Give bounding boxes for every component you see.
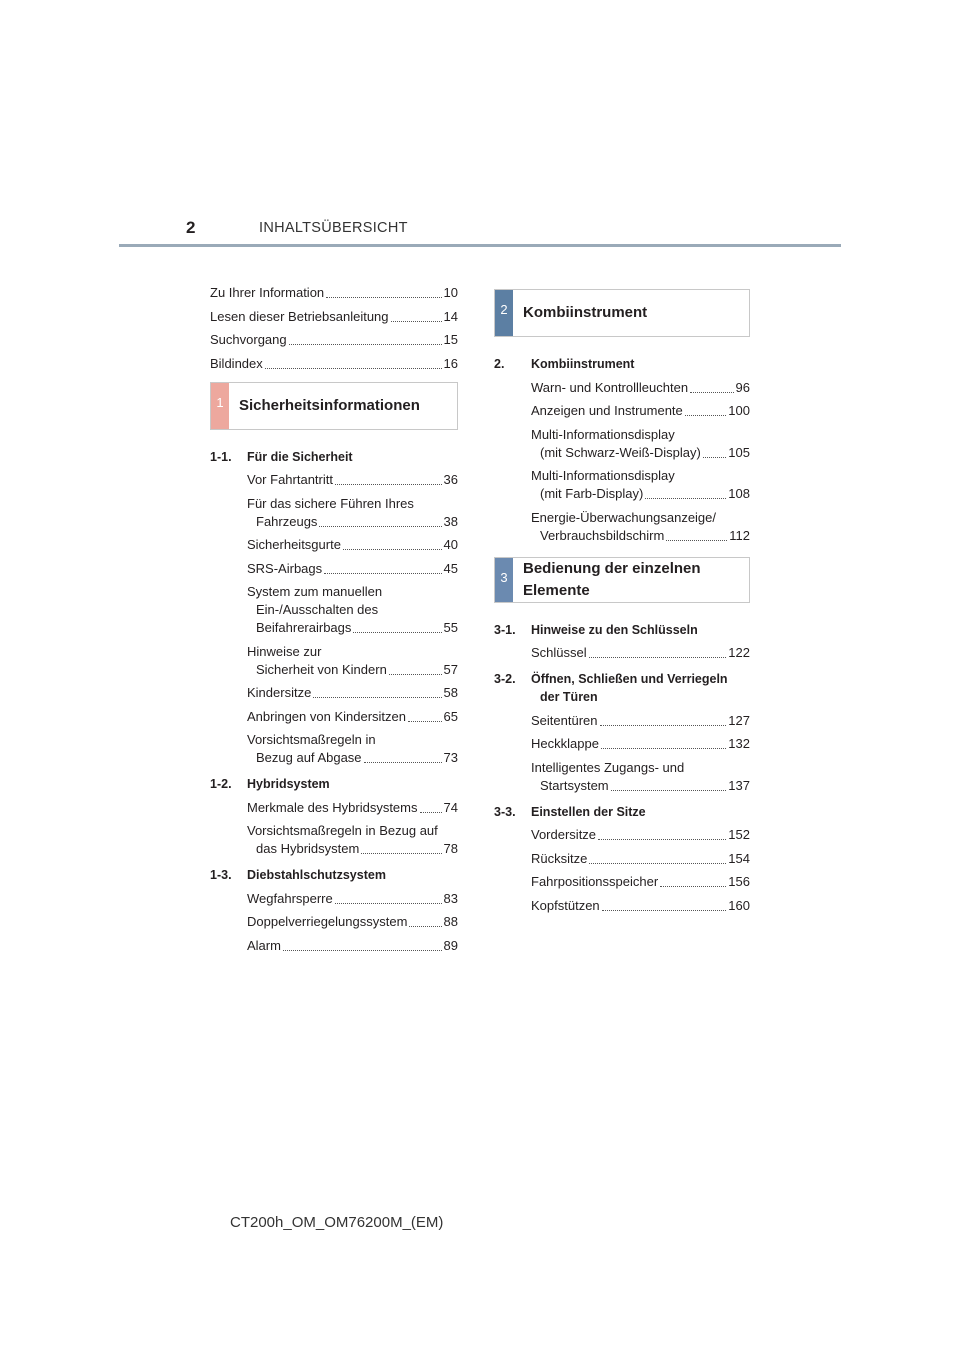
toc-right-column bbox=[494, 289, 750, 920]
page-number: 2 bbox=[186, 218, 196, 237]
toc-entry[interactable]: Vor Fahrtantritt 36 bbox=[247, 472, 458, 487]
toc-entry[interactable]: Bildindex 16 bbox=[210, 355, 458, 371]
toc-entry[interactable]: Seitentüren 127 bbox=[531, 712, 750, 728]
toc-entry[interactable]: Kopfstützen 160 bbox=[531, 897, 750, 913]
header-title: INHALTSÜBERSICHT bbox=[259, 220, 408, 236]
toc-entry[interactable]: Sicherheitsgurte 40 bbox=[247, 537, 458, 552]
chapter-2-heading[interactable] bbox=[494, 289, 750, 337]
toc-entry[interactable]: Zu Ihrer Information 10 bbox=[210, 285, 458, 300]
chapter-tab: 3 bbox=[495, 558, 513, 602]
section-heading[interactable]: 3-3. Einstellen der Sitze bbox=[494, 804, 646, 819]
toc-entry[interactable]: Für das sichere Führen Ihres Fahrzeugs 38 bbox=[247, 495, 458, 529]
toc-entry[interactable]: Rücksitze 154 bbox=[531, 850, 750, 866]
toc-entry[interactable]: Schlüssel 122 bbox=[531, 645, 750, 660]
chapter-title: Bedienung der einzelnen Elemente bbox=[523, 559, 701, 599]
section-heading[interactable]: 3-1. Hinweise zu den Schlüsseln bbox=[494, 622, 698, 637]
toc-entry[interactable]: Multi-Informationsdisplay (mit Schwarz-Weiß-Display) 105 bbox=[531, 426, 750, 460]
toc-entry[interactable]: Fahrpositionsspeicher 156 bbox=[531, 874, 750, 889]
header-rule bbox=[119, 244, 841, 247]
toc-left-column bbox=[210, 284, 458, 960]
toc-entry[interactable]: Anzeigen und Instrumente 100 bbox=[531, 403, 750, 418]
section-heading[interactable]: 1-3. Diebstahlschutzsystem bbox=[210, 868, 386, 882]
toc-entry[interactable]: System zum manuellen Ein-/Ausschalten des Beifahrerairbags 55 bbox=[247, 584, 458, 635]
toc-entry[interactable]: Doppelverriegelungssystem 88 bbox=[247, 914, 458, 929]
toc-entry[interactable]: Vordersitze 152 bbox=[531, 827, 750, 842]
toc-entry[interactable]: Kindersitze 58 bbox=[247, 685, 458, 700]
toc-entry[interactable]: Lesen dieser Betriebsanleitung 14 bbox=[210, 308, 458, 324]
chapter-tab: 2 bbox=[495, 290, 513, 336]
toc-entry[interactable]: Multi-Informationsdisplay (mit Farb-Display) 108 bbox=[531, 468, 750, 501]
page-header bbox=[0, 214, 960, 248]
chapter-3-heading[interactable] bbox=[494, 557, 750, 603]
section-heading[interactable]: 1-2. Hybridsystem bbox=[210, 777, 330, 791]
toc-entry[interactable]: Suchvorgang 15 bbox=[210, 332, 458, 347]
chapter-title: Kombiinstrument bbox=[523, 304, 648, 321]
document-code: CT200h_OM_OM76200M_(EM) bbox=[230, 1214, 444, 1231]
toc-entry[interactable]: Vorsichtsmaßregeln in Bezug auf das Hybridsystem 78 bbox=[247, 823, 458, 856]
section-heading[interactable]: 1-1. Für die Sicherheit bbox=[210, 449, 353, 464]
section-heading[interactable]: 3-2. Öffnen, Schließen und Verriegeln der Türen bbox=[494, 672, 728, 704]
chapter-title: Sicherheitsinformationen bbox=[239, 396, 420, 414]
section-heading[interactable]: 2. Kombiinstrument bbox=[494, 357, 635, 371]
toc-entry[interactable]: Vorsichtsmaßregeln in Bezug auf Abgase 73 bbox=[247, 732, 458, 765]
toc-entry[interactable]: SRS-Airbags 45 bbox=[247, 560, 458, 576]
toc-entry[interactable]: Heckklappe 132 bbox=[531, 736, 750, 751]
toc-entry[interactable]: Wegfahrsperre 83 bbox=[247, 890, 458, 906]
toc-entry[interactable]: Anbringen von Kindersitzen 65 bbox=[247, 708, 458, 724]
toc-entry[interactable]: Warn- und Kontrollleuchten 96 bbox=[531, 379, 750, 395]
toc-entry[interactable]: Hinweise zur Sicherheit von Kindern 57 bbox=[247, 643, 458, 677]
chapter-1-heading[interactable] bbox=[210, 382, 458, 430]
toc-entry[interactable]: Merkmale des Hybridsystems 74 bbox=[247, 799, 458, 815]
toc-entry[interactable]: Intelligentes Zugangs- und Startsystem 137 bbox=[531, 759, 750, 793]
toc-entry[interactable]: Energie-Überwachungsanzeige/ Verbrauchsbildschirm 112 bbox=[531, 509, 750, 543]
toc-entry[interactable]: Alarm 89 bbox=[247, 937, 458, 953]
chapter-tab: 1 bbox=[211, 383, 229, 429]
